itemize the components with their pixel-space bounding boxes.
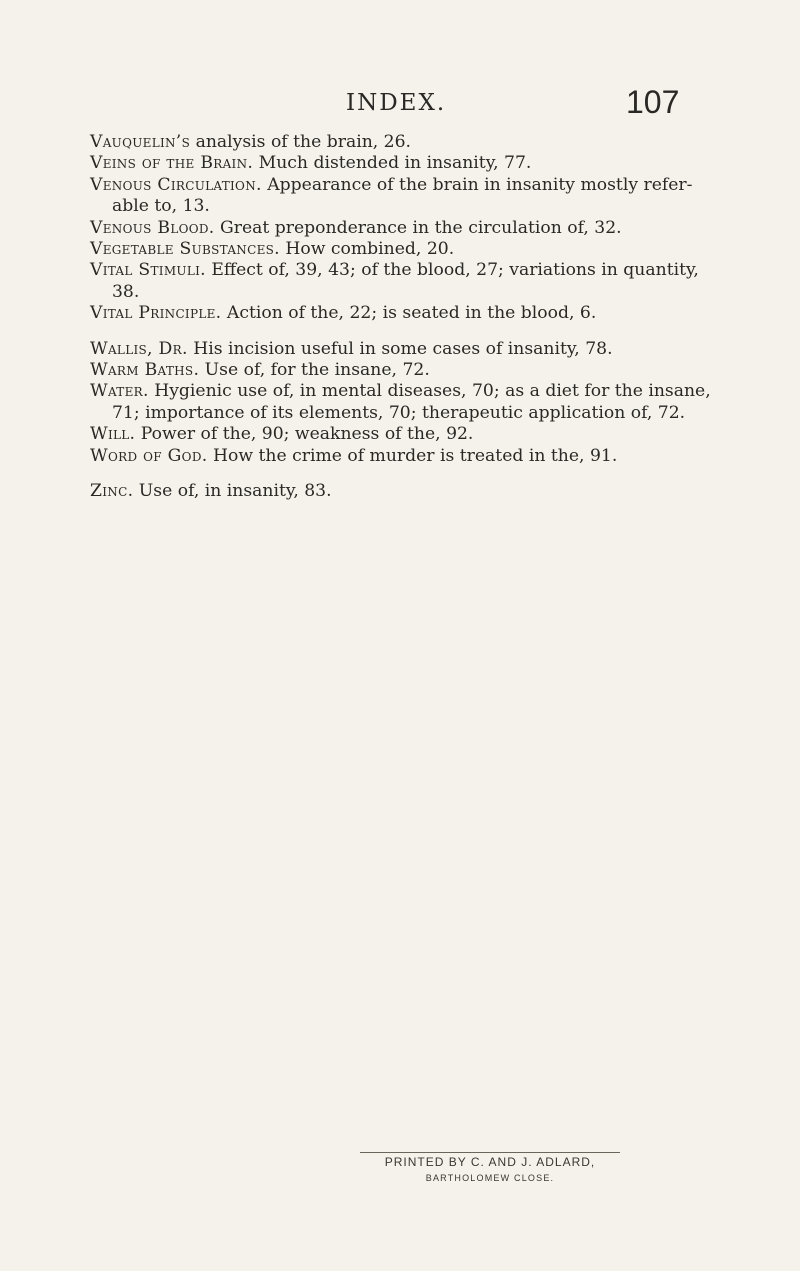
index-entry: [90, 381, 718, 424]
entry-head: Vegetable Substances.: [90, 239, 280, 260]
entry-head: Venous Blood.: [90, 217, 215, 238]
entry-text: Use of, for the insane, 72.: [199, 360, 430, 381]
index-entry: [90, 153, 718, 174]
entry-text: Action of the, 22; is seated in the blood, 6.: [221, 303, 597, 324]
entry-text: Great preponderance in the circulation of, 32.: [214, 217, 622, 238]
entry-head: Veins of the Brain.: [90, 153, 254, 174]
index-entry: [90, 132, 718, 153]
entry-text: Hygienic use of, in mental diseases, 70; as a diet for the insane, 71; importance of its elements, 70; therapeutic application of, 72.: [112, 381, 711, 423]
printer-imprint: [360, 1152, 620, 1183]
index-entry: [90, 339, 718, 360]
entry-head: Vauquelin’s: [90, 132, 191, 152]
printer-name: PRINTED BY C. AND J. ADLARD,: [384, 1155, 596, 1169]
page-number: 107: [626, 84, 680, 120]
entry-text: Effect of, 39, 43; of the blood, 27; variations in quantity, 38.: [112, 260, 699, 302]
entry-text: Use of, in insanity, 83.: [133, 481, 332, 502]
page-header: [0, 86, 800, 126]
entry-text: Appearance of the brain in insanity mostly refer- able to, 13.: [112, 174, 693, 217]
index-entry: [90, 175, 718, 218]
entry-text: analysis of the brain, 26.: [190, 132, 412, 152]
index-entry: [90, 360, 718, 381]
entry-head: Vital Stimuli.: [90, 260, 206, 281]
entry-text: Much distended in insanity, 77.: [253, 153, 532, 174]
index-entries: [90, 132, 718, 503]
section-gap: [90, 325, 718, 339]
index-entry: [90, 303, 718, 324]
printer-address: BARTHOLOMEW CLOSE.: [425, 1173, 555, 1183]
index-entry: [90, 446, 718, 467]
entry-head: Word of God.: [90, 445, 208, 466]
running-title: INDEX.: [346, 90, 447, 116]
entry-text: Power of the, 90; weakness of the, 92.: [135, 424, 474, 445]
entry-head: Will.: [90, 424, 136, 445]
index-entry: [90, 424, 718, 445]
entry-text: How the crime of murder is treated in the, 91.: [207, 445, 618, 466]
entry-text: His incision useful in some cases of insanity, 78.: [187, 338, 613, 359]
entry-text: How combined, 20.: [279, 239, 455, 260]
section-gap: [90, 467, 718, 481]
entry-head: Vital Principle.: [90, 303, 222, 324]
entry-head: Wallis, Dr.: [90, 338, 188, 359]
index-entry: [90, 239, 718, 260]
index-entry: [90, 481, 718, 502]
index-entry: [90, 218, 718, 239]
entry-head: Venous Circulation.: [90, 174, 262, 195]
entry-head: Warm Baths.: [90, 360, 200, 381]
entry-head: Zinc.: [90, 481, 134, 502]
index-entry: [90, 260, 718, 303]
entry-head: Water.: [90, 381, 149, 402]
